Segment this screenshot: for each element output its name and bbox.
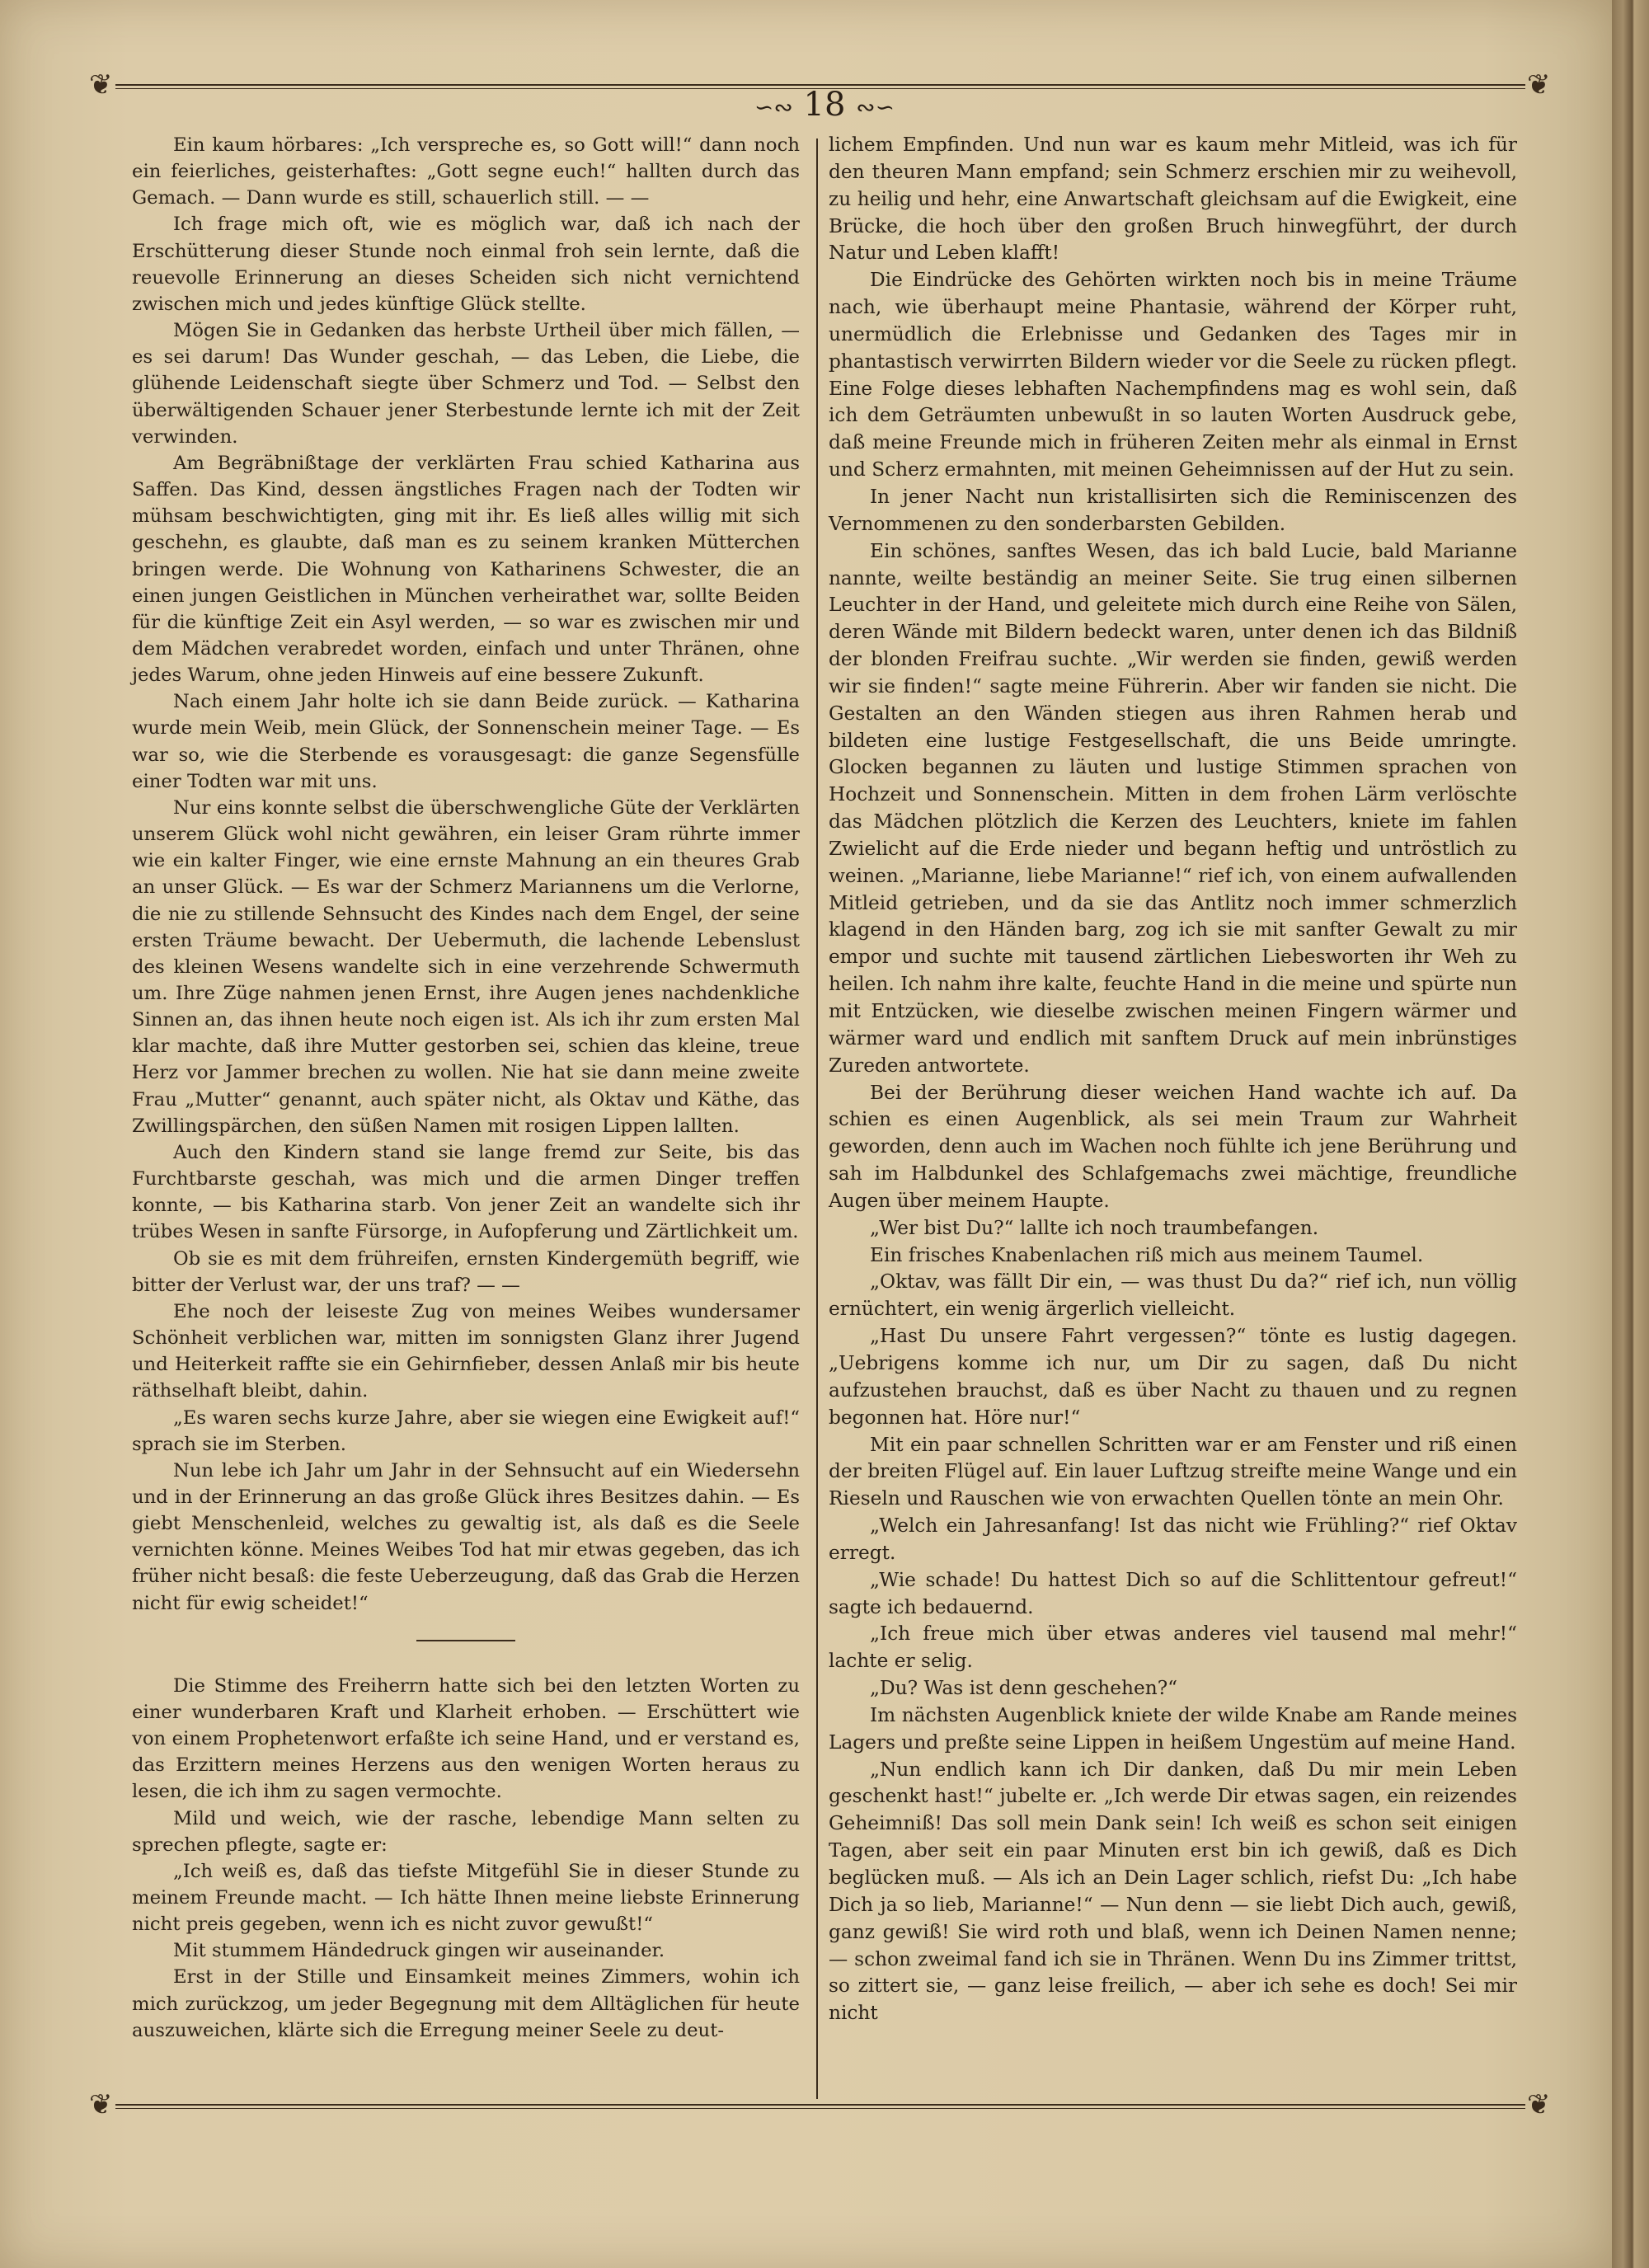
paragraph: „Du? Was ist denn geschehen?“ bbox=[870, 1677, 1178, 1700]
paragraph: Im nächsten Augenblick kniete der wilde Knabe am Rande meines Lagers und preßte seine Lippen in heißem Ungestüm auf meine Hand. bbox=[829, 1703, 1517, 1754]
section-separator bbox=[416, 1640, 515, 1641]
paragraph: „Ich weiß es, daß das tiefste Mitgefühl Sie in dieser Stunde zu meinem Freunde macht. — Ich hätte Ihnen meine liebste Erinnerung nicht preis gegeben, wenn ich es nicht zuvor gewußt!“ bbox=[132, 1860, 800, 1936]
paragraph: Am Begräbnißtage der verklärten Frau schied Katharina aus Saffen. Das Kind, dessen ängstliches Fragen nach der Todten wir mühsam beschwichtigten, ging mit ihr. Es ließ alles willig mit sich geschehn, es glaubte, daß man es zu seinem kranken Mütterchen bringen werde. Die Wohnung von Katharinens Schwester, die an einen jungen Geistlichen in München verheirathet war, sollte Beiden für die künftige Zeit ein Asyl werden, — so war es zwischen mir und dem Mädchen verabredet worden, einfach und unter Thränen, ohne jedes Warum, ohne jeden Hinweis auf eine bessere Zukunft. bbox=[132, 452, 800, 687]
paragraph: „Ich freue mich über etwas anderes viel tausend mal mehr!“ lachte er selig. bbox=[829, 1622, 1517, 1673]
bottom-rule bbox=[115, 2104, 1525, 2106]
paragraph: Ehe noch der leiseste Zug von meines Weibes wundersamer Schönheit verblichen war, mitten im sonnigsten Glanz ihrer Jugend und Heiterkeit raffte sie ein Gehirnfieber, dessen Anlaß mir bis heute räthselhaft bleibt, dahin. bbox=[132, 1300, 800, 1402]
paragraph: „Nun endlich kann ich Dir danken, daß Du mir mein Leben geschenkt hast!“ jubelte er. „Ich werde Dir etwas sagen, ein reizendes Geheimniß! Das soll mein Dank sein! Ich weiß es schon seit einigen Tagen, aber seit ein paar Minuten erst bin ich gewiß, daß es Dich beglücken muß. — Als ich an Dein Lager schlich, riefst Du: „Ich habe Dich ja so lieb, Marianne!“ — Nun denn — sie liebt Dich auch, gewiß, ganz gewiß! Sie wird roth und blaß, wenn ich Deinen Namen nenne; — schon zweimal fand ich sie in Thränen. Wenn Du ins Zimmer trittst, so zittert sie, — ganz leise freilich, — aber ich sehe es doch! Sei mir nicht bbox=[829, 1758, 1517, 2025]
flourish-left-icon: ∽∾ bbox=[754, 93, 793, 121]
paragraph: Mild und weich, wie der rasche, lebendige Mann selten zu sprechen pflegte, sagte er: bbox=[132, 1807, 800, 1856]
paragraph: „Wie schade! Du hattest Dich so auf die Schlittentour gefreut!“ sagte ich bedauernd. bbox=[829, 1568, 1517, 1618]
paragraph: „Oktav, was fällt Dir ein, — was thust Du da?“ rief ich, nun völlig ernüchtert, ein wenig ärgerlich vielleicht. bbox=[829, 1270, 1517, 1321]
corner-ornament-icon: ❦ bbox=[1527, 68, 1551, 101]
left-column bbox=[132, 132, 800, 2044]
paragraph: Ein schönes, sanftes Wesen, das ich bald Lucie, bald Marianne nannte, weilte beständig an meiner Seite. Sie trug einen silbernen Leuchter in der Hand, und geleitete mich durch eine Reihe von Sälen, deren Wände mit Bildern bedeckt waren, unter denen ich das Bildniß der blonden Freifrau suchte. „Wir werden sie finden, gewiß werden wir sie finden!“ sagte meine Führerin. Aber wir fanden sie nicht. Die Gestalten an den Wänden stiegen aus ihren Rahmen herab und bildeten eine lustige Festgesellschaft, die uns Beide umringte. Glocken begannen zu läuten und lustige Stimmen sprachen von Hochzeit und Sonnenschein. Mitten in dem frohen Lärm verlöschte das Mädchen plötzlich die Kerzen des Leuchters, kniete im fahlen Zwielicht auf die Erde nieder und begann heftig und untröstlich zu weinen. „Marianne, liebe Marianne!“ rief ich, von einem aufwallenden Mitleid getrieben, und da sie das Antlitz noch immer schmerzlich klagend in den Händen barg, zog ich sie mit sanfter Gewalt zu mir empor und suchte mit tausend zärtlichen Liebesworten ihr Weh zu heilen. Ich nahm ihre kalte, feuchte Hand in die meine und spürte nun mit Entzücken, wie dieselbe zwischen meinen Fingern wärmer und wärmer ward und endlich mit sanftem Druck auf mein inbrünstiges Zureden antwortete. bbox=[829, 539, 1517, 1077]
paragraph: Mit stummem Händedruck gingen wir auseinander. bbox=[173, 1940, 665, 1962]
paragraph: Erst in der Stille und Einsamkeit meines Zimmers, wohin ich mich zurückzog, um jeder Begegnung mit dem Alltäglichen für heute auszuweichen, klärte sich die Erregung meiner Seele zu deut- bbox=[132, 1966, 800, 2041]
paragraph: Mögen Sie in Gedanken das herbste Urtheil über mich fällen, — es sei darum! Das Wunder geschah, — das Leben, die Liebe, die glühende Leidenschaft siegte über Schmerz und Tod. — Selbst den überwältigenden Schauer jener Sterbestunde lernte ich mit der Zeit verwinden. bbox=[132, 320, 800, 448]
paragraph: Die Stimme des Freiherrn hatte sich bei den letzten Worten zu einer wunderbaren Kraft und Klarheit erhoben. — Erschüttert wie von einem Prophetenwort erfaßte ich seine Hand, und er verstand es, das Erzittern meines Herzens aus den wenigen Worten heraus zu lesen, die ich ihm zu sagen vermochte. bbox=[132, 1674, 800, 1803]
page-header bbox=[717, 86, 932, 127]
adjacent-page-edge bbox=[1612, 0, 1649, 2268]
paragraph: „Welch ein Jahresanfang! Ist das nicht wie Frühling?“ rief Oktav erregt. bbox=[829, 1514, 1517, 1564]
corner-ornament-icon: ❦ bbox=[1527, 2088, 1551, 2121]
paragraph: Ein frisches Knabenlachen riß mich aus meinem Taumel. bbox=[870, 1243, 1424, 1266]
paragraph: Nun lebe ich Jahr um Jahr in der Sehnsucht auf ein Wiedersehn und in der Erinnerung an das große Glück ihres Besitzes dahin. — Es giebt Menschenleid, welches zu gewaltig ist, als daß es die Seele vernichten könne. Meines Weibes Tod hat mir etwas gegeben, das ich früher nicht besaß: die feste Ueberzeugung, daß das Grab die Herzen nicht für ewig scheidet!“ bbox=[132, 1459, 800, 1614]
paragraph: Auch den Kindern stand sie lange fremd zur Seite, bis das Furchtbarste geschah, was mich und die armen Dinger treffen konnte, — bis Katharina starb. Von jener Zeit an wandelte sich ihr trübes Wesen in sanfte Fürsorge, in Aufopferung und Zärtlichkeit um. bbox=[132, 1141, 800, 1243]
paragraph: „Es waren sechs kurze Jahre, aber sie wiegen eine Ewigkeit auf!“ sprach sie im Sterben. bbox=[132, 1406, 800, 1455]
paragraph: Ein kaum hörbares: „Ich verspreche es, so Gott will!“ dann noch ein feierliches, geisterhaftes: „Gott segne euch!“ hallten durch das Gemach. — Dann wurde es still, schauerlich still. — — bbox=[132, 134, 800, 209]
column-divider bbox=[816, 139, 818, 2099]
paragraph: Die Eindrücke des Gehörten wirkten noch bis in meine Träume nach, wie überhaupt meine Phantasie, während der Körper ruht, unermüdlich die Erlebnisse und Gedanken des Tages mir in phantastisch verwirrten Bildern wieder vor die Seele zu rücken pflegt. Eine Folge dieses lebhaften Nachempfindens mag es wohl sein, daß ich dem Geträumten unbewußt in so lauten Worten Ausdruck gebe, daß meine Freunde mich in früheren Zeiten mehr als einmal in Ernst und Scherz ermahnten, mit meinen Geheimnissen auf der Hut zu sein. bbox=[829, 269, 1517, 481]
paragraph: „Wer bist Du?“ lallte ich noch traumbefangen. bbox=[870, 1216, 1319, 1239]
page-number: 18 bbox=[803, 86, 846, 124]
paragraph: „Hast Du unsere Fahrt vergessen?“ tönte es lustig dagegen. „Uebrigens komme ich nur, um Dir zu sagen, daß Du nicht aufzustehen brauchst, daß es über Nacht zu thauen und zu regnen begonnen hat. Höre nur!“ bbox=[829, 1325, 1517, 1429]
paragraph: In jener Nacht nun kristallisirten sich die Reminiscenzen des Vernommenen zu den sonderbarsten Gebilden. bbox=[829, 485, 1517, 535]
paragraph: Ob sie es mit dem frühreifen, ernsten Kindergemüth begriff, wie bitter der Verlust war, der uns traf? — — bbox=[132, 1247, 800, 1296]
bottom-rule-thin bbox=[115, 2108, 1525, 2109]
flourish-right-icon: ∾∽ bbox=[856, 93, 895, 121]
right-column bbox=[829, 132, 1517, 2027]
paragraph: Bei der Berührung dieser weichen Hand wachte ich auf. Da schien es einen Augenblick, als sei mein Traum zur Wahrheit geworden, denn auch im Wachen noch fühlte ich jene Berührung und sah im Halbdunkel des Schlafgemachs zwei mächtige, freundliche Augen über meinem Haupte. bbox=[829, 1081, 1517, 1212]
corner-ornament-icon: ❦ bbox=[89, 2088, 113, 2121]
paragraph: Mit ein paar schnellen Schritten war er am Fenster und riß einen der breiten Flügel auf. Ein lauer Luftzug streifte meine Wange und ein Rieseln und Rauschen wie von erwachten Quellen tönte an mein Ohr. bbox=[829, 1433, 1517, 1510]
paragraph: Nach einem Jahr holte ich sie dann Beide zurück. — Katharina wurde mein Weib, mein Glück, der Sonnenschein meiner Tage. — Es war so, wie die Sterbende es vorausgesagt: die ganze Segensfülle einer Todten war mit uns. bbox=[132, 691, 800, 792]
paragraph: Nur eins konnte selbst die überschwengliche Güte der Verklärten unserem Glück wohl nicht gewähren, ein leiser Gram rührte immer wie ein kalter Finger, wie eine ernste Mahnung an ein theures Grab an unser Glück. — Es war der Schmerz Mariannens um die Verlorne, die nie zu stillende Sehnsucht des Kindes nach dem Engel, der seine ersten Träume bewacht. Der Uebermuth, die lachende Lebenslust des kleinen Wesens wandelte sich in eine verzehrende Schwermuth um. Ihre Züge nahmen jenen Ernst, ihre Augen jenes nachdenkliche Sinnen an, das ihnen heute noch eigen ist. Als ich ihr zum ersten Mal klar machte, daß ihre Mutter gestorben sei, schien das kleine, treue Herz vor Jammer brechen zu wollen. Nie hat sie dann meine zweite Frau „Mutter“ genannt, auch später nicht, als Oktav und Käthe, das Zwillingspärchen, den süßen Namen mit rosigen Lippen lallten. bbox=[132, 796, 800, 1137]
corner-ornament-icon: ❦ bbox=[89, 68, 113, 101]
paragraph: Ich frage mich oft, wie es möglich war, daß ich nach der Erschütterung dieser Stunde noch einmal froh sein lernte, daß die reuevolle Erinnerung an dieses Scheiden sich nicht vernichtend zwischen mich und jedes künftige Glück stellte. bbox=[132, 214, 800, 315]
paragraph: lichem Empfinden. Und nun war es kaum mehr Mitleid, was ich für den theuren Mann empfand; sein Schmerz erschien mir zu weihevoll, zu heilig und hehr, eine Anwartschaft gleichsam auf die Ewigkeit, eine Brücke, die hoch über den großen Bruch hinwegführt, der durch Natur und Leben klafft! bbox=[829, 134, 1517, 265]
